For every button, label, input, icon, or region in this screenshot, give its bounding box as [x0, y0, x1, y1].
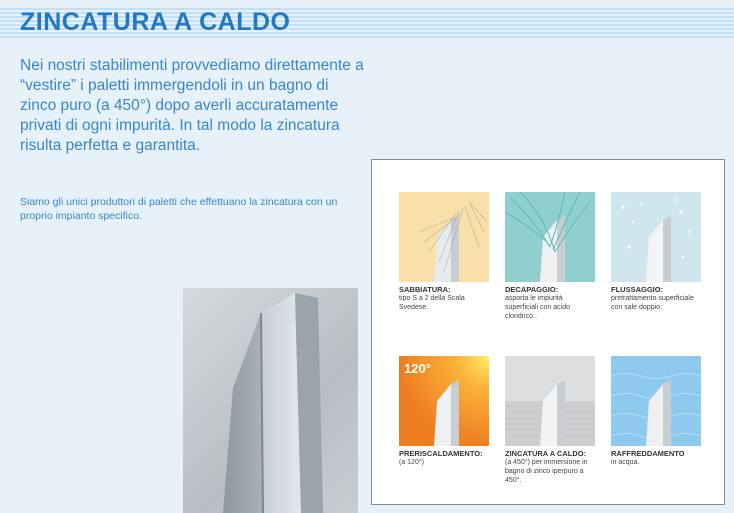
page-title: ZINCATURA A CALDO: [20, 8, 291, 36]
post-water-icon: [611, 356, 701, 446]
step-raffreddamento: [611, 356, 701, 467]
step-desc: asporta le impurità superficiali con acido cloridrico..: [505, 295, 570, 320]
temperature-badge: 120°: [404, 361, 431, 376]
process-panel: [371, 159, 725, 505]
step-label: RAFFREDDAMENTO: [611, 449, 685, 458]
step-desc: (a 120°): [399, 459, 424, 466]
post-zinc-bath-icon: [505, 356, 595, 446]
step-sabbiatura: [399, 192, 489, 312]
post-flux-icon: [611, 192, 701, 282]
step-thumb: [505, 356, 595, 446]
step-desc: pretrattamento superficiale con sale doppio.: [611, 295, 694, 311]
step-thumb: [505, 192, 595, 282]
step-decapaggio: [505, 192, 595, 321]
step-thumb: [611, 192, 701, 282]
post-acid-icon: [505, 192, 595, 282]
step-desc: tipo S a 2 della Scala Svedese.: [399, 295, 465, 311]
step-preriscaldamento: [399, 356, 489, 467]
step-thumb: [399, 192, 489, 282]
step-label: FLUSSAGGIO:: [611, 285, 664, 294]
post-photo: [183, 288, 358, 513]
intro-paragraph: Nei nostri stabilimenti provvediamo direttamente a “vestire” i paletti immergendoli in un bagno di zinco puro (a 450°) dopo averli accuratamente privati di ogni impurità. In tal modo la zincatura risulta perfetta e garantita.: [20, 57, 364, 154]
step-label: DECAPAGGIO:: [505, 285, 559, 294]
post-sand-icon: [399, 192, 489, 282]
galvanized-post-image: [183, 288, 358, 513]
step-desc: in acqua.: [611, 459, 640, 466]
step-zincatura: [505, 356, 595, 485]
note-paragraph: Siamo gli unici produttori di paletti che effettuano la zincatura con un proprio impianto specifico.: [20, 196, 338, 222]
step-label: SABBIATURA:: [399, 285, 451, 294]
step-thumb: [399, 356, 489, 446]
step-thumb: [611, 356, 701, 446]
step-desc: (a 450°) per immersione in bagno di zinco iperpuro a 450°.: [505, 459, 588, 484]
step-label: PRERISCALDAMENTO:: [399, 449, 483, 458]
step-flussaggio: [611, 192, 701, 312]
step-label: ZINCATURA A CALDO:: [505, 449, 587, 458]
